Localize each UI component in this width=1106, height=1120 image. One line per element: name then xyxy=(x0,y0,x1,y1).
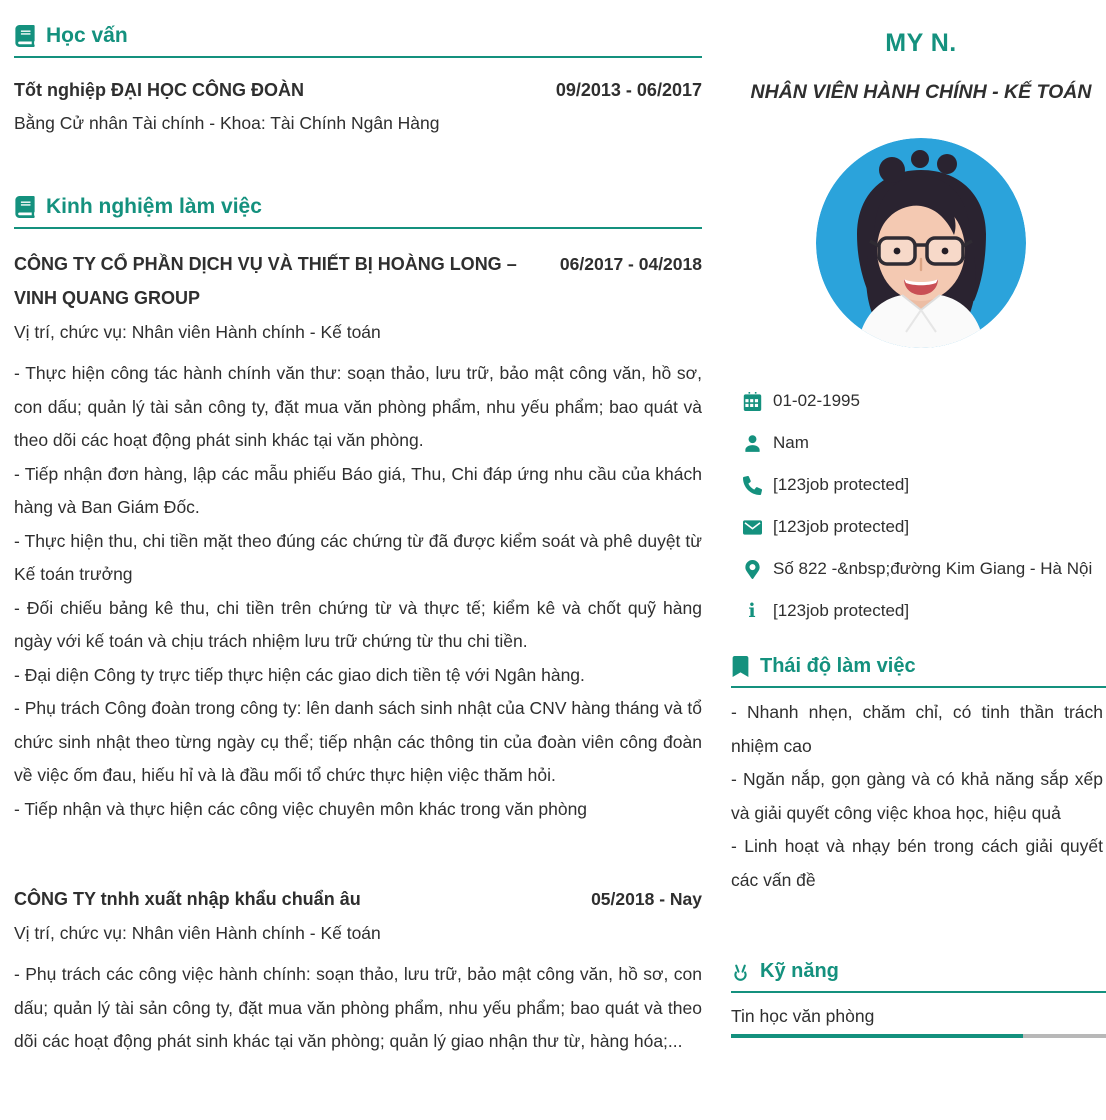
attitude-section xyxy=(731,654,1106,897)
job-period: 06/2017 - 04/2018 xyxy=(559,254,702,274)
attitude-item: - Linh hoạt và nhạy bén trong cách giải quyết các vấn đề xyxy=(731,836,1103,890)
attitude-section-title: Thái độ làm việc xyxy=(760,655,916,677)
birthdate-value: 01-02-1995 xyxy=(773,391,860,410)
education-entry xyxy=(14,78,702,102)
company-name: CÔNG TY tnhh xuất nhập khẩu chuẩn âu xyxy=(14,889,361,909)
resume-main-column xyxy=(14,0,702,1059)
location-icon xyxy=(742,548,762,590)
skill-progress-track xyxy=(731,1034,1106,1038)
book-icon xyxy=(14,25,36,47)
profile-photo xyxy=(816,138,1026,348)
duty-item: - Đại diện Công ty trực tiếp thực hiện các giao dich tiền tệ với Ngân hàng. xyxy=(14,664,585,685)
duty-item: - Tiếp nhận đơn hàng, lập các mẫu phiếu Báo giá, Thu, Chi đáp ứng nhu cầu của khách hàng và Ban Giám Đốc. xyxy=(14,463,702,517)
experience-entry xyxy=(14,882,702,1059)
calendar-icon xyxy=(742,380,762,422)
company-name: CÔNG TY CỔ PHẦN DỊCH VỤ VÀ THIẾT BỊ HOÀNG LONG – VINH QUANG GROUP xyxy=(14,254,517,308)
skill-name: Tin học văn phòng xyxy=(731,1006,875,1026)
resume-sidebar xyxy=(731,0,1106,1038)
contact-row-phone xyxy=(731,464,1106,506)
email-value: [123job protected] xyxy=(773,517,910,536)
skills-section xyxy=(731,959,1106,1038)
education-section-header xyxy=(14,24,702,58)
contact-row-email xyxy=(731,506,1106,548)
duty-item: - Phụ trách Công đoàn trong công ty: lên danh sách sinh nhật của CNV hàng tháng và tổ chức sinh nhật theo từng ngày cụ thể; tiếp nhận các thông tin của đoàn viên công đoàn về việc ốm đau, hiếu hỉ và là đầu mối tổ chức thực hiện việc thăm hỏi. xyxy=(14,698,702,785)
info-value: [123job protected] xyxy=(773,601,910,620)
contact-list xyxy=(731,380,1106,632)
experience-section-title: Kinh nghiệm làm việc xyxy=(46,195,262,218)
job-position: Vị trí, chức vụ: Nhân viên Hành chính - Kế toán xyxy=(14,322,381,342)
attitude-item: - Ngăn nắp, gọn gàng và có khả năng sắp xếp và giải quyết công việc khoa học, hiệu quả xyxy=(731,769,1103,823)
attitude-item: - Nhanh nhẹn, chăm chỉ, có tinh thần trách nhiệm cao xyxy=(731,702,1103,756)
job-period: 05/2018 - Nay xyxy=(591,889,702,909)
education-section-title: Học vấn xyxy=(46,24,128,47)
victory-hand-icon xyxy=(731,961,750,982)
job-duties xyxy=(14,357,702,826)
envelope-icon xyxy=(742,506,762,548)
contact-row-info xyxy=(731,590,1106,632)
duty-item: - Đối chiếu bảng kê thu, chi tiền trên chứng từ và thực tế; kiểm kê và chốt quỹ hàng ngày với kế toán và chịu trách nhiệm lưu trữ chứng từ thu chi tiền. xyxy=(14,597,702,651)
skills-section-title: Kỹ năng xyxy=(760,960,839,982)
education-degree: Tốt nghiệp ĐẠI HỌC CÔNG ĐOÀN xyxy=(14,80,304,100)
duty-item: - Tiếp nhận và thực hiện các công việc chuyên môn khác trong văn phòng xyxy=(14,798,588,819)
education-detail: Bằng Cử nhân Tài chính - Khoa: Tài Chính Ngân Hàng xyxy=(14,113,440,133)
contact-row-birthdate xyxy=(731,380,1106,422)
attitude-section-header xyxy=(731,654,1106,688)
skills-section-header xyxy=(731,959,1106,993)
job-position: Vị trí, chức vụ: Nhân viên Hành chính - Kế toán xyxy=(14,923,381,943)
duty-item: - Thực hiện thu, chi tiền mặt theo đúng các chứng từ đã được kiểm soát và phê duyệt từ Kế toán trưởng xyxy=(14,530,702,584)
book-icon xyxy=(14,196,36,218)
info-icon: i xyxy=(748,600,756,622)
portrait-illustration xyxy=(816,138,1026,348)
job-duties xyxy=(14,958,702,1059)
contact-row-address xyxy=(731,548,1106,590)
user-icon xyxy=(742,422,762,464)
experience-entry xyxy=(14,247,702,826)
skill-progress-fill xyxy=(731,1034,1023,1038)
phone-value: [123job protected] xyxy=(773,475,910,494)
gender-value: Nam xyxy=(773,433,809,452)
phone-icon xyxy=(742,464,762,506)
candidate-job-title: NHÂN VIÊN HÀNH CHÍNH - KẾ TOÁN xyxy=(750,81,1092,103)
address-value: Số 822 -&nbsp;đường Kim Giang - Hà Nội xyxy=(773,559,1093,578)
contact-row-gender xyxy=(731,422,1106,464)
duty-item: - Phụ trách các công việc hành chính: soạn thảo, lưu trữ, bảo mật công văn, hồ sơ, con dấu; quản lý tài sản công ty, đặt mua văn phòng phẩm, nhu yếu phẩm; bao quát và theo dõi các hoạt động phát sinh khác tại văn phòng; quản lý giao nhận thư từ, hàng hóa;... xyxy=(14,964,702,1051)
candidate-name: MY N. xyxy=(885,29,957,57)
experience-section-header xyxy=(14,195,702,229)
education-period: 09/2013 - 06/2017 xyxy=(555,80,702,100)
bookmark-icon xyxy=(731,656,750,677)
duty-item: - Thực hiện công tác hành chính văn thư: soạn thảo, lưu trữ, bảo mật công văn, hồ sơ, con dấu; quản lý tài sản công ty, đặt mua văn phòng phẩm, nhu yếu phẩm; bao quát và theo dõi các hoạt động phát sinh khác tại văn phòng. xyxy=(14,363,702,450)
attitude-list xyxy=(731,696,1103,897)
